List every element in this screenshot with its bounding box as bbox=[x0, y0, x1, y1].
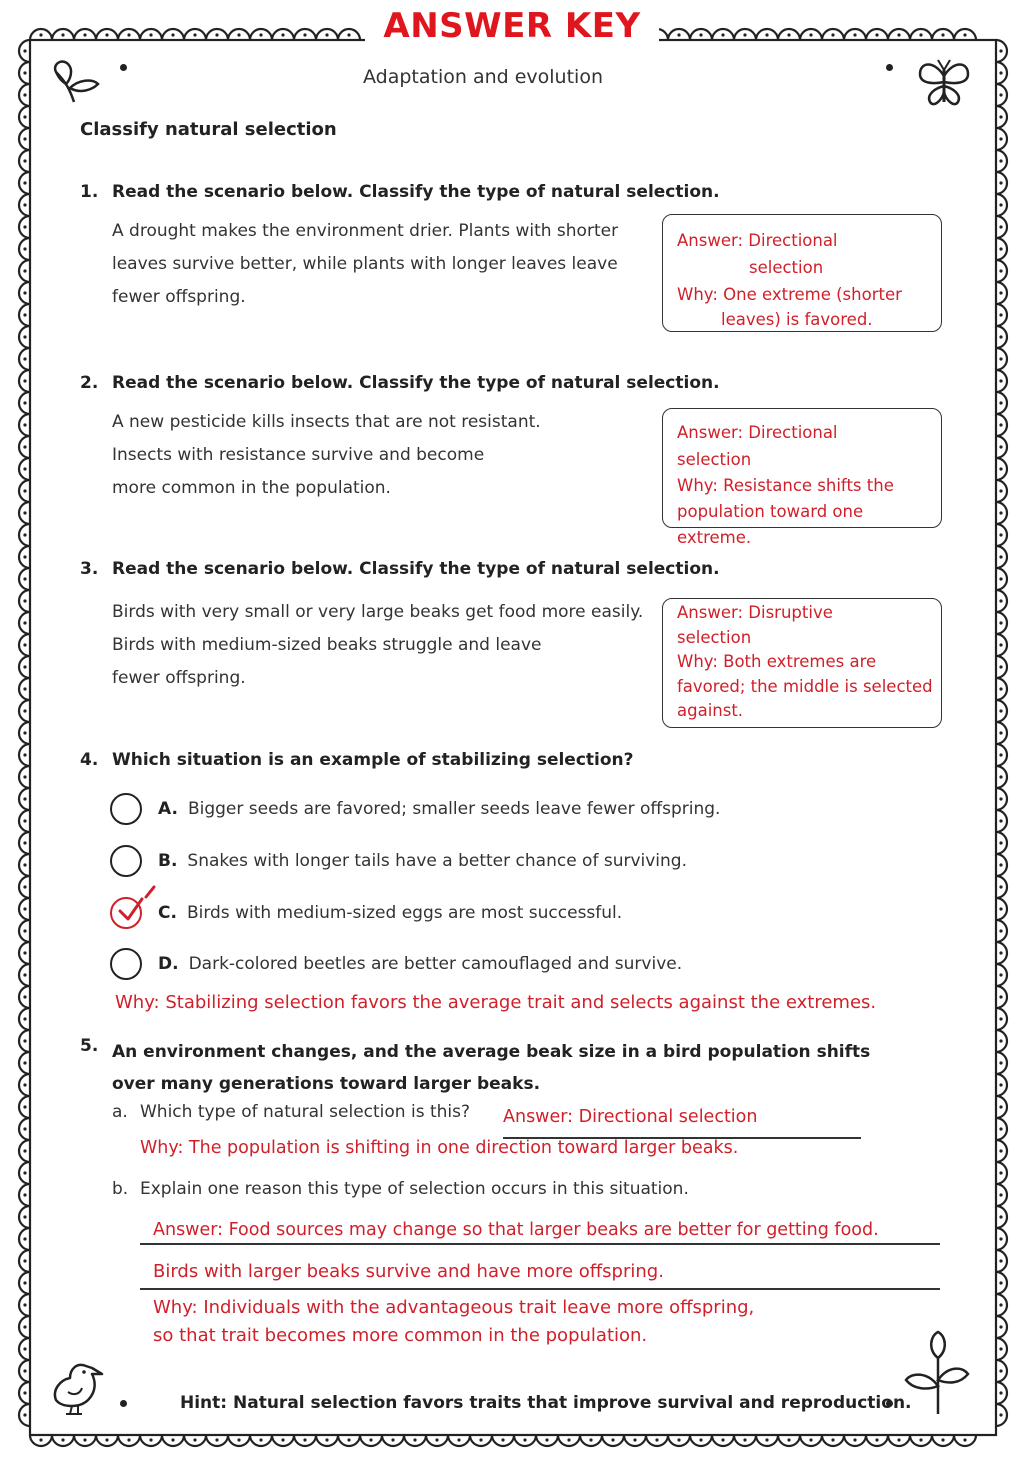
q1-prompt: Read the scenario below. Classify the type of natural selection. bbox=[112, 182, 720, 202]
q5b-answer-line1: Answer: Food sources may change so that larger beaks are better for getting food. bbox=[153, 1220, 879, 1240]
option-c[interactable]: C. Birds with medium-sized eggs are most successful. bbox=[158, 903, 623, 923]
q5b-why: Why: Individuals with the advantageous trait leave more offspring, so that trait becomes more common in the population. bbox=[153, 1297, 755, 1346]
checkmark-icon bbox=[112, 885, 158, 931]
page-title: ANSWER KEY bbox=[0, 6, 1024, 46]
q4-number: 4. bbox=[80, 750, 99, 770]
q1-number: 1. bbox=[80, 182, 99, 202]
q2-answer-box: Answer: Directional selection Why: Resistance shifts the population toward one extreme. bbox=[662, 408, 942, 528]
q2-number: 2. bbox=[80, 373, 99, 393]
q5b-question: Explain one reason this type of selection occurs in this situation. bbox=[140, 1179, 689, 1199]
q4-why: Why: Stabilizing selection favors the average trait and selects against the extremes. bbox=[115, 992, 877, 1013]
q5-prompt: An environment changes, and the average beak size in a bird population shifts over many generations toward larger beaks. bbox=[112, 1042, 871, 1094]
option-a-radio[interactable] bbox=[110, 793, 142, 825]
q5-number: 5. bbox=[80, 1036, 99, 1056]
q3-prompt: Read the scenario below. Classify the type of natural selection. bbox=[112, 559, 720, 579]
q2-prompt: Read the scenario below. Classify the type of natural selection. bbox=[112, 373, 720, 393]
option-b-radio[interactable] bbox=[110, 845, 142, 877]
q5a-label: a. bbox=[112, 1102, 128, 1122]
leaf-icon bbox=[48, 56, 106, 108]
q5b-line1 bbox=[140, 1243, 940, 1245]
q5a-question: Which type of natural selection is this? bbox=[140, 1102, 471, 1122]
q5b-line2 bbox=[140, 1288, 940, 1290]
q2-scenario: A new pesticide kills insects that are not resistant. Insects with resistance survive and become more common in the population. bbox=[112, 412, 541, 498]
q5b-answer-line2: Birds with larger beaks survive and have more offspring. bbox=[153, 1261, 664, 1282]
q5a-answer: Answer: Directional selection bbox=[503, 1107, 758, 1127]
decor-dot bbox=[120, 64, 127, 71]
section-title: Classify natural selection bbox=[80, 119, 337, 140]
q4-prompt: Which situation is an example of stabilizing selection? bbox=[112, 750, 634, 770]
option-a[interactable]: A. Bigger seeds are favored; smaller seeds leave fewer offspring. bbox=[158, 799, 721, 819]
q5a-why: Why: The population is shifting in one direction toward larger beaks. bbox=[140, 1138, 739, 1158]
q5b-label: b. bbox=[112, 1179, 129, 1199]
q3-number: 3. bbox=[80, 559, 99, 579]
q1-answer-box: Answer: Directional selection Why: One extreme (shorter leaves) is favored. bbox=[662, 214, 942, 332]
q3-answer-box: Answer: Disruptive selection Why: Both extremes are favored; the middle is selected against. bbox=[662, 598, 942, 728]
q1-scenario: A drought makes the environment drier. Plants with shorter leaves survive better, while plants with longer leaves leave fewer offspring. bbox=[112, 221, 619, 307]
butterfly-icon bbox=[914, 56, 974, 112]
sprout-icon bbox=[904, 1330, 970, 1416]
option-d-radio[interactable] bbox=[110, 948, 142, 980]
decor-dot bbox=[886, 64, 893, 71]
bird-icon bbox=[46, 1352, 114, 1418]
hint-text: Hint: Natural selection favors traits that improve survival and reproduction. bbox=[180, 1393, 912, 1413]
decor-dot bbox=[120, 1400, 127, 1407]
option-b[interactable]: B. Snakes with longer tails have a better chance of surviving. bbox=[158, 851, 688, 871]
q3-scenario: Birds with very small or very large beaks get food more easily. Birds with medium-sized beaks struggle and leave fewer offspring. bbox=[112, 602, 644, 688]
option-d[interactable]: D. Dark-colored beetles are better camouflaged and survive. bbox=[158, 954, 683, 974]
page-subtitle: Adaptation and evolution bbox=[362, 66, 603, 88]
